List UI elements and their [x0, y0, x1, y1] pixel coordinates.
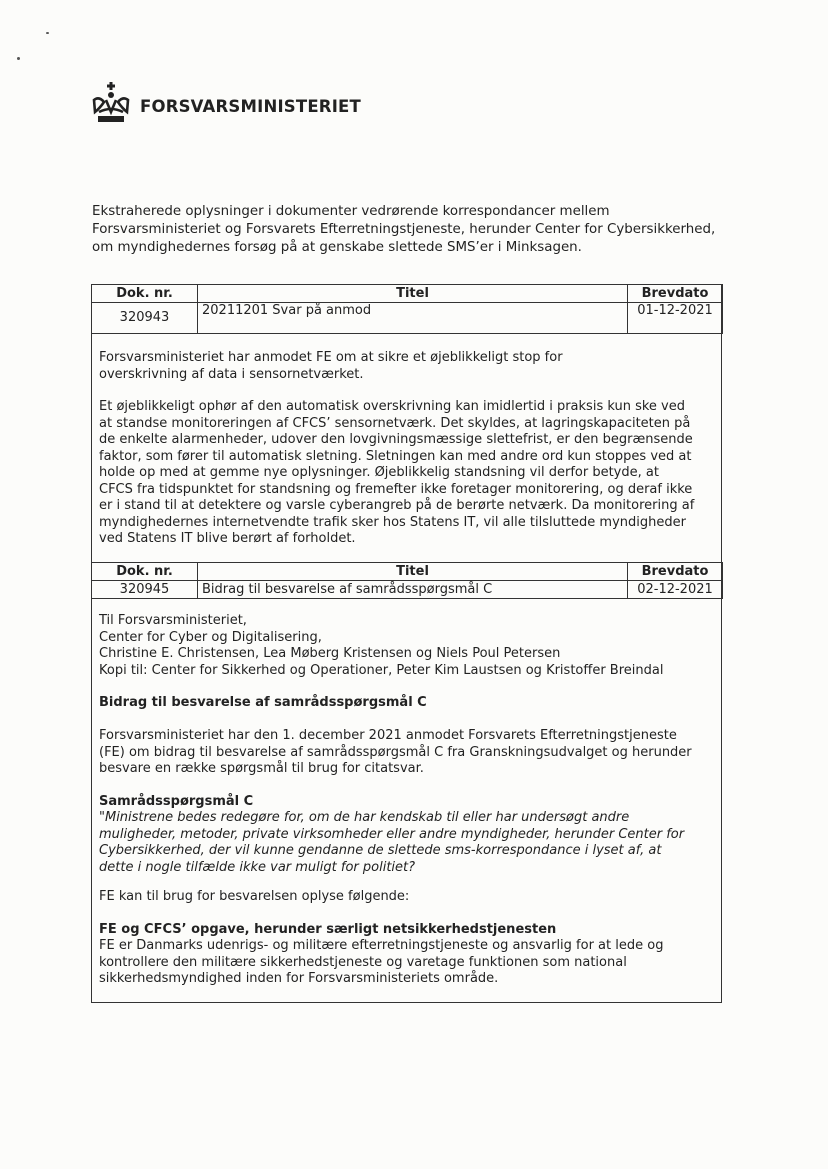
header-brevdato: Brevdato: [628, 563, 723, 581]
intro-line: Forsvarsministeriet og Forsvarets Efterretningstjeneste, herunder Center for Cybersikkerhed,: [92, 222, 716, 237]
doc2-quote: [99, 810, 721, 876]
brevdato-cell: 01-12-2021: [628, 303, 723, 334]
text-line: Christine E. Christensen, Lea Møberg Kristensen og Niels Poul Petersen: [99, 646, 561, 661]
header-brevdato: Brevdato: [628, 285, 723, 303]
text-line: Forsvarsministeriet har anmodet FE om at sikre et øjeblikkeligt stop for: [99, 350, 563, 365]
doc2-heading-2: Samrådsspørgsmål C: [99, 794, 254, 809]
text-line: besvare en række spørgsmål til brug for citatsvar.: [99, 761, 424, 776]
doc1-paragraph-1: [99, 350, 721, 383]
text-line: at standse monitoreringen af CFCS’ sensornetværk. Det skyldes, at lagringskapaciteten på: [99, 415, 691, 431]
header-doc-nr: Dok. nr.: [92, 563, 198, 581]
text-line: FE er Danmarks udenrigs- og militære efterretningstjeneste og ansvarlig for at lede og: [99, 938, 664, 953]
text-line: holde op med at gemme nye oplysninger. Øjeblikkelig standsning vil derfor betyde, at: [99, 465, 659, 480]
doc2-paragraph-2: FE kan til brug for besvarelsen oplyse følgende:: [99, 889, 410, 904]
text-line: overskrivning af data i sensornetværket.: [99, 366, 364, 382]
table-row: [92, 581, 723, 599]
text-line: Center for Cyber og Digitalisering,: [99, 629, 322, 645]
text-line: muligheder, metoder, private virksomheder eller andre myndigheder, herunder Center for: [99, 826, 685, 842]
text-line: Til Forsvarsministeriet,: [99, 613, 247, 628]
table-row: [92, 303, 723, 334]
text-line: (FE) om bidrag til besvarelse af samrådsspørgsmål C fra Granskningsudvalget og herunder: [99, 744, 692, 760]
doc-nr-cell: 320943: [92, 303, 198, 334]
scan-speck: [17, 57, 20, 60]
organization-name: FORSVARSMINISTERIET: [140, 97, 361, 116]
text-line: ved Statens IT blive berørt af forholdet.: [99, 531, 356, 546]
brevdato-cell: 02-12-2021: [628, 581, 723, 599]
intro-line: om myndighedernes forsøg på at genskabe slettede SMS’er i Minksagen.: [92, 240, 582, 255]
text-line: Kopi til: Center for Sikkerhed og Operationer, Peter Kim Laustsen og Kristoffer Breindal: [99, 662, 664, 678]
table-header-row: [92, 285, 723, 303]
text-line: Et øjeblikkeligt ophør af den automatisk overskrivning kan imidlertid i praksis kun ske ved: [99, 399, 685, 414]
header-doc-nr: Dok. nr.: [92, 285, 198, 303]
text-line: sikkerhedsmyndighed inden for Forsvarsministeriets område.: [99, 971, 499, 986]
doc2-heading-1: Bidrag til besvarelse af samrådsspørgsmål C: [99, 695, 427, 710]
header-titel: Titel: [198, 563, 628, 581]
intro-text: [92, 203, 752, 257]
titel-cell: 20211201 Svar på anmod: [198, 303, 628, 334]
doc-nr-cell: 320945: [92, 581, 198, 599]
document-table-2: [91, 562, 723, 599]
text-line: kontrollere den militære sikkerhedstjeneste og varetage funktionen som national: [99, 954, 627, 970]
doc1-paragraph-2: [99, 399, 721, 548]
scan-speck: [46, 32, 49, 34]
doc2-paragraph-3: [99, 938, 721, 988]
text-line: CFCS fra tidspunktet for standsning og fremefter ikke foretager monitorering, og deraf ikke: [99, 481, 693, 497]
text-line: Forsvarsministeriet har den 1. december 2021 anmodet Forsvarets Efterretningstjeneste: [99, 728, 677, 743]
text-line: Cybersikkerhed, der vil kunne gendanne de slettede sms-korrespondance i lyset af, at: [99, 843, 662, 858]
text-line: dette i nogle tilfælde ikke var muligt for politiet?: [99, 859, 416, 875]
doc2-recipients: [99, 613, 721, 679]
table-header-row: [92, 563, 723, 581]
doc2-paragraph-1: [99, 728, 721, 778]
titel-cell: Bidrag til besvarelse af samrådsspørgsmål C: [198, 581, 628, 599]
text-line: "Ministrene bedes redegøre for, om de har kendskab til eller har undersøgt andre: [99, 810, 630, 825]
crown-logo-icon: [91, 82, 131, 126]
header-titel: Titel: [198, 285, 628, 303]
text-line: faktor, som fører til automatisk sletning. Sletningen kan med andre ord kun stoppes ved at: [99, 448, 692, 464]
intro-line: Ekstraherede oplysninger i dokumenter vedrørende korrespondancer mellem: [92, 204, 610, 219]
document-table-1: [91, 284, 723, 334]
text-line: er i stand til at detektere og varsle cyberangreb på de berørte netværk. Da monitorering af: [99, 498, 695, 513]
text-line: de enkelte alarmenheder, udover den lovgivningsmæssige slettefrist, er den begrænsende: [99, 432, 693, 447]
doc2-heading-3: FE og CFCS’ opgave, herunder særligt netsikkerhedstjenesten: [99, 922, 557, 937]
text-line: myndighedernes internetvendte trafik sker hos Statens IT, vil alle tilsluttede myndigheder: [99, 514, 686, 530]
